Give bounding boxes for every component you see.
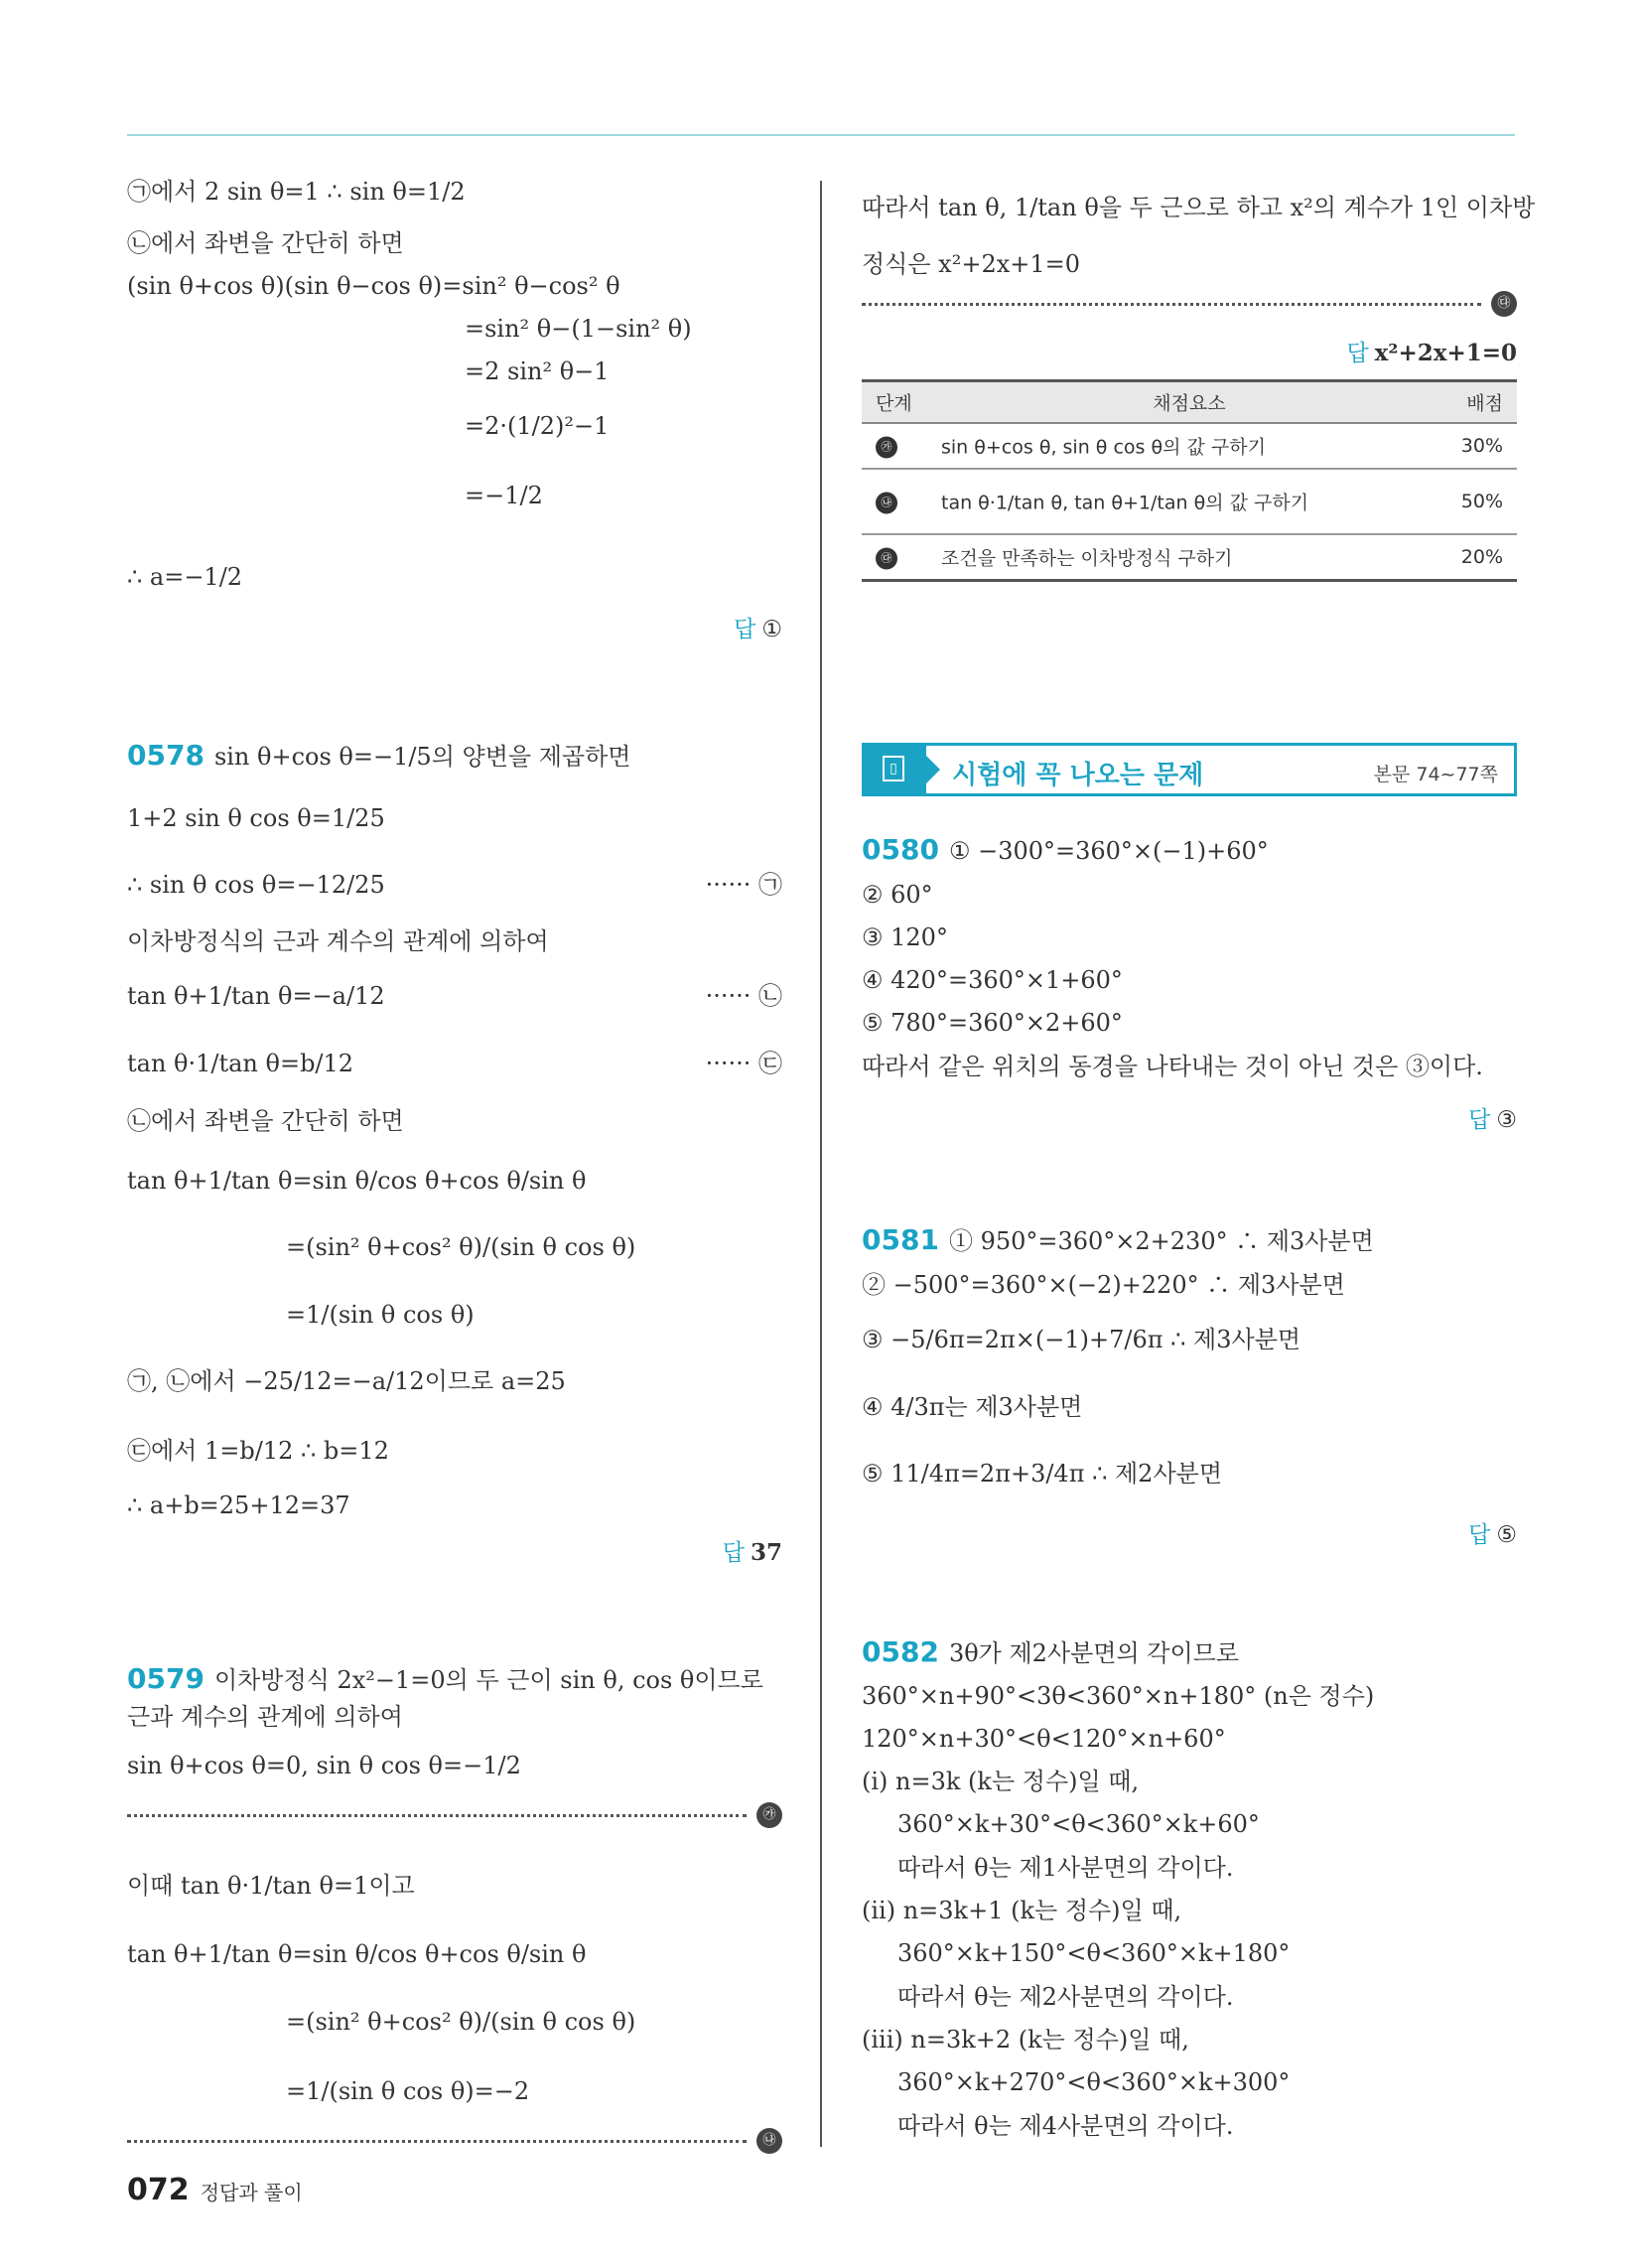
step-badge: ㉮ xyxy=(876,437,897,459)
step-marker: ㉰ xyxy=(1491,291,1517,317)
solution-line: 360°×k+150°<θ<360°×k+180° xyxy=(897,1939,1291,1967)
step-divider xyxy=(127,2140,747,2143)
answer-label: 답 37 xyxy=(722,1539,782,1566)
header-rule xyxy=(127,134,1515,136)
page-footer xyxy=(127,2173,303,2207)
banner-page-ref: 본문 74~77쪽 xyxy=(1373,764,1498,785)
solution-line: 따라서 tan θ, 1/tan θ을 두 근으로 하고 x²의 계수가 1인 이차방 xyxy=(862,194,1536,221)
problem-0582-line: 0582 3θ가 제2사분면의 각이므로 xyxy=(862,1635,1240,1668)
book-icon: ▯ xyxy=(883,756,904,781)
solution-line: tan θ+1/tan θ=sin θ/cos θ+cos θ/sin θ xyxy=(127,1940,587,1968)
solution-line: 이차방정식의 근과 계수의 관계에 의하여 xyxy=(127,927,549,955)
solution-line: 근과 계수의 관계에 의하여 xyxy=(127,1703,403,1731)
table-cell: 50% xyxy=(1460,491,1503,512)
solution-line: ⑤ 11/4π=2π+3/4π ∴ 제2사분면 xyxy=(862,1460,1223,1488)
banner-title: 시험에 꼭 나오는 문제 xyxy=(952,761,1204,790)
solution-line: =1/(sin θ cos θ)=−2 xyxy=(286,2077,530,2105)
table-header xyxy=(862,379,1517,424)
step-divider xyxy=(127,1814,747,1817)
solution-line: 따라서 θ는 제4사분면의 각이다. xyxy=(897,2112,1234,2140)
solution-line: =sin² θ−(1−sin² θ) xyxy=(465,315,692,343)
table-cell: 30% xyxy=(1460,435,1503,457)
table-cell: sin θ+cos θ, sin θ cos θ의 값 구하기 xyxy=(941,436,1266,459)
answer-label: 답 ① xyxy=(734,617,782,642)
problem-number: 0582 xyxy=(862,1635,939,1668)
solution-line: =(sin² θ+cos² θ)/(sin θ cos θ) xyxy=(286,1233,636,1261)
solution-line: tan θ+1/tan θ=sin θ/cos θ+cos θ/sin θ xyxy=(127,1167,587,1195)
problem-0578-line: 0578 sin θ+cos θ=−1/5의 양변을 제곱하면 xyxy=(127,739,631,772)
solution-line: (ii) n=3k+1 (k는 정수)일 때, xyxy=(862,1897,1182,1924)
table-row xyxy=(862,470,1517,535)
solution-line: 360°×n+90°<3θ<360°×n+180° (n은 정수) xyxy=(862,1682,1375,1710)
solution-line: (i) n=3k (k는 정수)일 때, xyxy=(862,1768,1140,1795)
step-marker: ㉮ xyxy=(756,1802,782,1828)
solution-line: 따라서 같은 위치의 동경을 나타내는 것이 아닌 것은 ③이다. xyxy=(862,1053,1483,1080)
scoring-table xyxy=(862,379,1517,582)
page-number: 072 xyxy=(127,2173,190,2207)
solution-line: ㉡에서 좌변을 간단히 하면 xyxy=(127,229,404,257)
problem-number: 0581 xyxy=(862,1223,939,1256)
solution-line: 360°×k+30°<θ<360°×k+60° xyxy=(897,1810,1260,1838)
problem-0581-line: 0581 ① 950°=360°×2+230° ∴ 제3사분면 xyxy=(862,1223,1374,1256)
solution-line: 120°×n+30°<θ<120°×n+60° xyxy=(862,1725,1226,1753)
problem-0580-line: 0580 ① −300°=360°×(−1)+60° xyxy=(862,833,1269,866)
solution-line: (iii) n=3k+2 (k는 정수)일 때, xyxy=(862,2026,1189,2054)
problem-0579-line: 0579 이차방정식 2x²−1=0의 두 근이 sin θ, cos θ이므로 xyxy=(127,1662,763,1695)
table-cell: 조건을 만족하는 이차방정식 구하기 xyxy=(941,547,1233,570)
step-badge: ㉰ xyxy=(876,548,897,570)
solution-line: ∴ a=−1/2 xyxy=(127,563,243,591)
problem-number: 0579 xyxy=(127,1662,205,1695)
solution-line: tan θ+1/tan θ=−a/12 ······ ㉡ xyxy=(127,982,782,1010)
solution-line: =(sin² θ+cos² θ)/(sin θ cos θ) xyxy=(286,2008,636,2036)
solution-line: tan θ·1/tan θ=b/12 ······ ㉢ xyxy=(127,1050,782,1077)
solution-line: ④ 420°=360°×1+60° xyxy=(862,966,1123,994)
step-divider xyxy=(862,303,1481,306)
solution-line: ㉡에서 좌변을 간단히 하면 xyxy=(127,1107,404,1135)
solution-line: =1/(sin θ cos θ) xyxy=(286,1301,475,1329)
section-banner xyxy=(862,743,1517,796)
solution-line: ㉢에서 1=b/12 ∴ b=12 xyxy=(127,1437,389,1465)
solution-line: (sin θ+cos θ)(sin θ−cos θ)=sin² θ−cos² θ xyxy=(127,272,620,300)
answer-label: 답 ③ xyxy=(1468,1107,1517,1133)
answer-label: 답 x²+2x+1=0 xyxy=(1346,340,1517,366)
step-badge: ㉯ xyxy=(876,493,897,514)
solution-line: ㉠, ㉡에서 −25/12=−a/12이므로 a=25 xyxy=(127,1367,566,1395)
solution-line: ③ −5/6π=2π×(−1)+7/6π ∴ 제3사분면 xyxy=(862,1326,1301,1353)
solution-line: ③ 120° xyxy=(862,923,948,951)
solution-line: 정식은 x²+2x+1=0 xyxy=(862,250,1081,278)
answer-label: 답 ⑤ xyxy=(1468,1522,1517,1548)
solution-line: 따라서 θ는 제1사분면의 각이다. xyxy=(897,1854,1234,1882)
solution-line: =2·(1/2)²−1 xyxy=(465,412,610,440)
problem-number: 0580 xyxy=(862,833,939,866)
solution-line: ② −500°=360°×(−2)+220° ∴ 제3사분면 xyxy=(862,1271,1345,1299)
solution-line: ② 60° xyxy=(862,881,933,909)
solution-line: ⑤ 780°=360°×2+60° xyxy=(862,1009,1123,1037)
step-marker: ㉯ xyxy=(756,2128,782,2154)
table-cell: tan θ·1/tan θ, tan θ+1/tan θ의 값 구하기 xyxy=(941,492,1309,514)
solution-line: ∴ sin θ cos θ=−12/25 ······ ㉠ xyxy=(127,871,782,899)
solution-line: ㉠에서 2 sin θ=1 ∴ sin θ=1/2 xyxy=(127,178,466,206)
solution-line: 따라서 θ는 제2사분면의 각이다. xyxy=(897,1983,1234,2011)
column-divider xyxy=(820,181,822,2147)
column-header: 단계 xyxy=(876,392,912,415)
solution-line: 360°×k+270°<θ<360°×k+300° xyxy=(897,2068,1291,2096)
problem-number: 0578 xyxy=(127,739,205,772)
solution-line: ∴ a+b=25+12=37 xyxy=(127,1491,350,1519)
solution-line: =2 sin² θ−1 xyxy=(465,357,610,385)
banner-icon-box xyxy=(865,746,926,793)
solution-line: sin θ+cos θ=0, sin θ cos θ=−1/2 xyxy=(127,1752,521,1779)
footer-label: 정답과 풀이 xyxy=(200,2181,303,2204)
table-row xyxy=(862,424,1517,470)
solution-line: 이때 tan θ·1/tan θ=1이고 xyxy=(127,1872,415,1900)
solution-line: =−1/2 xyxy=(465,482,543,509)
column-header: 배점 xyxy=(1466,392,1503,415)
solution-line: ④ 4/3π는 제3사분면 xyxy=(862,1393,1083,1421)
solution-line: 1+2 sin θ cos θ=1/25 xyxy=(127,804,385,832)
table-cell: 20% xyxy=(1460,546,1503,568)
column-header: 채점요소 xyxy=(1153,392,1226,415)
table-row xyxy=(862,535,1517,582)
